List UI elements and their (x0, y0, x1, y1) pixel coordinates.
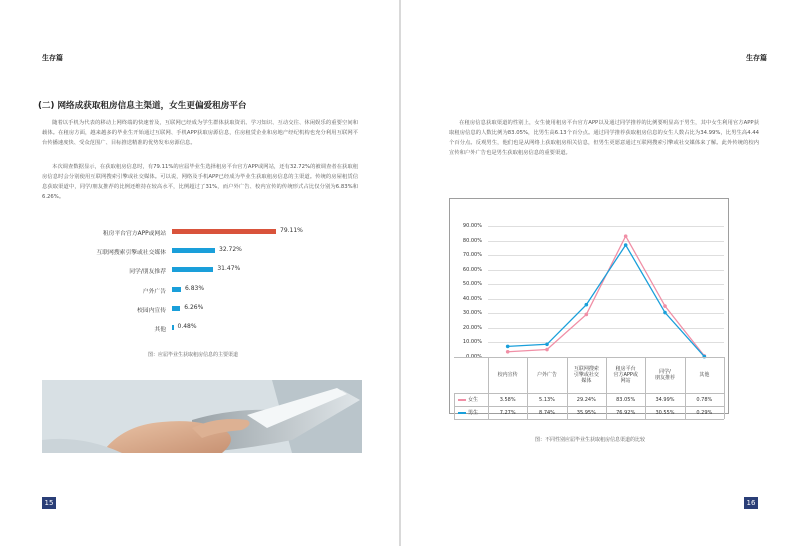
table-rule (454, 393, 455, 419)
bar-value-label: 32.72% (219, 246, 242, 254)
table-rule (454, 393, 724, 394)
data-point (545, 342, 549, 346)
data-point (585, 303, 589, 307)
y-tick-label: 60.00% (462, 266, 482, 273)
bar (172, 229, 276, 234)
paragraph-intro (42, 118, 358, 148)
bar-value-label: 6.83% (184, 284, 205, 292)
data-point (624, 243, 628, 247)
bar (172, 248, 215, 253)
legend-label: 女生 (468, 397, 479, 403)
legend-label: 男生 (468, 410, 479, 416)
bar-row (0, 303, 399, 315)
data-label: 35.95% (576, 410, 596, 416)
bar-value-label: 31.47% (217, 265, 241, 273)
y-tick-label: 40.00% (462, 295, 482, 302)
x-category-label: 校内宣传 (497, 372, 518, 378)
bar-row (0, 284, 399, 296)
bar-label: 其他 (154, 327, 166, 333)
paragraph-intro-text: 随着以手机为代表的移动上网终端的快速普及，互联网已经成为学生群体获取资讯、学习知识、互动交往、休闲娱乐的重要空间和载体。在租房方面，越来越多的毕业生开始通过互联网、手机APP获取房源信息，住房租赁企业和房地产经纪机构也充分利用互联网平台传播速度快、受众范围广、目标推送精准的优势发布房源信息。 (42, 120, 358, 146)
y-tick-label: 30.00% (462, 310, 482, 317)
bar (172, 325, 174, 330)
bar-chart-caption: 图：应届毕业生获取租房信息的主要渠道 (148, 352, 239, 358)
data-label: 7.27% (499, 410, 516, 416)
line-chart-caption: 图：不同性别应届毕业生获取租房信息渠道的比较 (535, 437, 646, 443)
data-point (585, 313, 589, 317)
bar-label: 校园内宣传 (137, 307, 166, 314)
legend-key (458, 412, 466, 414)
y-tick-label: 50.00% (462, 281, 482, 288)
data-label: 0.29% (696, 410, 713, 416)
paragraph-survey-text: 本次调查数据显示，在获取租房信息时，有79.11%的应届毕业生选择租房平台官方APP或网站，还有32.72%的被调查者在获取租房信息时会分别使用互联网搜索引擎或社交媒体。可以说，网络及手机APP已经成为毕业生获取租房信息的主渠道。传统的房屋租赁信息获取渠道中，同学/朋友推荐的比例还维持在较高水平，比例超过了31%，而户外广告、校内宣传的传统形式占比仅分别为6.83%和6.26%。 (42, 164, 358, 200)
data-label: 76.92% (616, 410, 636, 416)
data-point (624, 234, 628, 238)
page-number: 15 (42, 497, 56, 509)
data-label: 8.74% (539, 410, 555, 416)
x-category-label: 租房平台 官方APP或 网站 (613, 366, 638, 384)
data-label: 34.99% (655, 397, 675, 403)
series-line (508, 236, 705, 356)
bar-row (0, 226, 399, 238)
table-rule (724, 357, 725, 419)
hand-phone-photo (42, 380, 362, 453)
table-rule (454, 357, 724, 358)
table-rule (454, 406, 724, 407)
section-heading: (二) 网络成获取租房信息主渠道，女生更偏爱租房平台 (38, 101, 247, 111)
legend-key (458, 399, 466, 401)
y-tick-label: 10.00% (462, 339, 482, 346)
table-rule (454, 419, 724, 420)
bar (172, 306, 180, 311)
data-label: 5.13% (539, 397, 555, 403)
page-number: 16 (744, 497, 758, 509)
section-label: 生存篇 (746, 54, 767, 62)
data-label: 30.55% (655, 410, 675, 416)
bar (172, 267, 213, 272)
bar-value-label: 6.26% (184, 303, 204, 311)
hand-phone-illustration (42, 380, 362, 453)
data-point (545, 348, 549, 352)
data-point (506, 345, 510, 349)
bar-label: 同学/朋友推荐 (129, 269, 166, 276)
paragraph-gender (449, 118, 759, 158)
bar-row (0, 245, 399, 257)
series-line (508, 245, 705, 357)
section-label: 生存篇 (42, 54, 63, 62)
data-point (663, 304, 667, 308)
bar-label: 租房平台官方APP或网站 (102, 231, 166, 237)
bar-label: 户外广告 (142, 288, 166, 295)
bar (172, 287, 181, 292)
x-category-label: 户外广告 (536, 372, 557, 378)
bar-label: 互联网搜索引擎或社交媒体 (96, 250, 166, 257)
x-category-label: 其他 (699, 372, 710, 378)
left-page (0, 0, 399, 546)
data-label: 3.58% (499, 397, 516, 403)
x-category-label: 互联网搜索 引擎或社交 媒体 (573, 366, 599, 384)
y-tick-label: 90.00% (462, 223, 482, 229)
x-category-label: 同学/ 朋友推荐 (654, 369, 675, 381)
data-label: 83.05% (616, 397, 636, 403)
bar-value-label: 0.48% (177, 323, 197, 330)
paragraph-gender-text: 在租房信息获取渠道的性别上，女生使用租房平台官方APP以及通过同学推荐的比例要明显高于男生，其中女生利用官方APP获取租房信息的人数比例为83.05%，比男生高6.13个百分点。通过同学推荐获取租房信息的女生人数占比为34.99%，比男生高4.44个百分点。反观男生，他们也是从网络上获取租房相关信息，但男生更愿意通过互联网搜索引擎或社交媒体来了解。此外传统的校内宣传和户外广告也是男生获取租房信息的重要渠道。 (449, 120, 759, 156)
paragraph-survey (42, 162, 358, 202)
data-label: 29.24% (576, 397, 596, 403)
y-tick-label: 70.00% (462, 252, 482, 259)
gender-line-chart (449, 198, 729, 414)
data-point (506, 350, 510, 354)
data-point (663, 311, 667, 315)
y-tick-label: 20.00% (462, 324, 482, 331)
bar-value-label: 79.11% (280, 227, 303, 234)
bar-row (0, 264, 399, 276)
bar-row (0, 322, 399, 334)
y-tick-label: 80.00% (462, 237, 482, 244)
data-label: 0.78% (696, 397, 713, 403)
